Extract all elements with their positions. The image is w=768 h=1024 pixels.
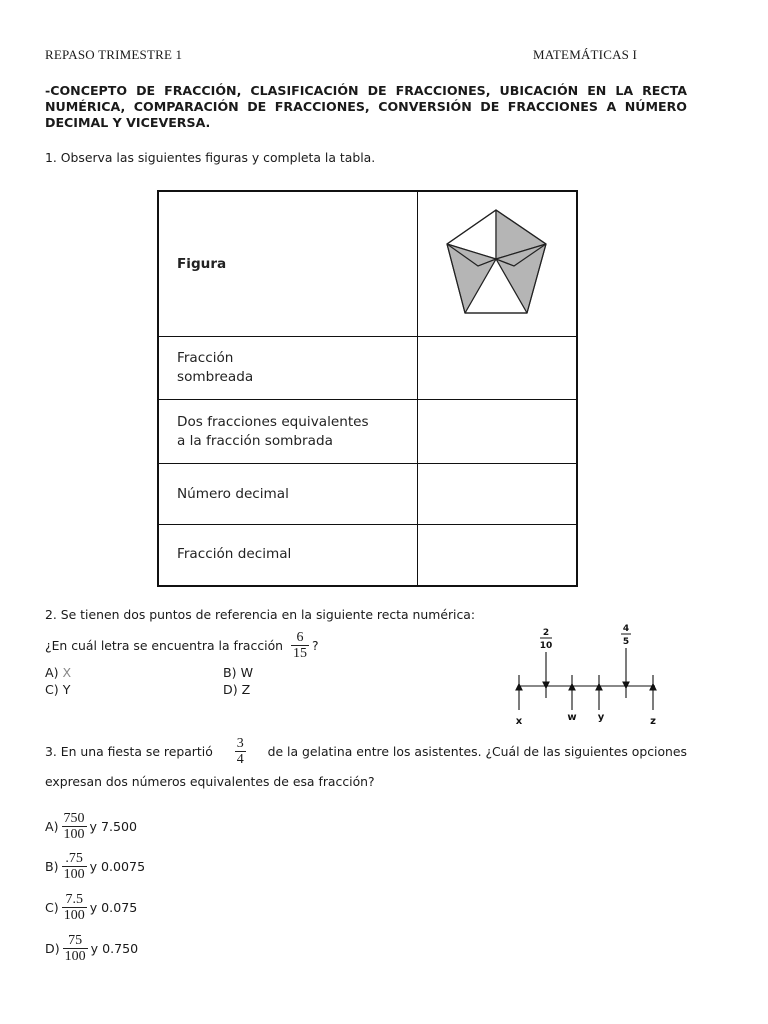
q2-option-b[interactable]: B) W [223, 665, 254, 680]
ref1-num: 2 [542, 628, 550, 638]
point-x: x [515, 716, 523, 727]
pentagon-figure [418, 192, 576, 332]
topics-list: -CONCEPTO DE FRACCIÓN, CLASIFICACIÓN DE FRACCIONES, UBICACIÓN EN LA RECTA NUMÉRICA, COMPARACIÓN DE FRACCIONES, CONVERSIÓN DE FRACCIONES A NÚMERO DECIMAL Y VICEVERSA. [45, 83, 687, 130]
q3-option-d[interactable]: D) $\frac{75}{100}$ y 0.750 [45, 932, 139, 964]
q3-line2: expresan dos números equivalentes de esa fracción? [45, 774, 375, 789]
q3-option-a[interactable]: A) $\frac{750}{100}$ y 7.500 [45, 810, 138, 842]
ref2-den: 5 [622, 637, 630, 647]
ref2-num: 4 [622, 624, 630, 634]
q2-option-c[interactable]: C) Y [45, 682, 71, 697]
q1-prompt: 1. Observa las siguientes figuras y completa la tabla. [45, 150, 376, 165]
header-right: MATEMÁTICAS I [533, 47, 638, 62]
q2-fraction: $\frac{6}{15}$ [293, 629, 308, 661]
q3-line1: 3. En una fiesta se repartió $\frac{3}{4}$ de la gelatina entre los asistentes. ¿Cuál de las siguientes opciones [45, 735, 687, 767]
q3-option-c[interactable]: C) $\frac{7.5}{100}$ y 0.075 [45, 891, 138, 923]
answer-cell-3[interactable] [418, 464, 578, 525]
header-left: REPASO TRIMESTRE 1 [45, 47, 183, 62]
answer-cell-2[interactable] [418, 400, 578, 464]
row-fraccion-sombreada: Fracción sombreada [158, 337, 418, 400]
point-z: z [650, 716, 656, 727]
row-fraccion-decimal: Fracción decimal [158, 525, 418, 586]
q2-option-a[interactable]: A) X [45, 665, 72, 680]
row-fracciones-equivalentes: Dos fracciones equivalentes a la fracción sombrada [158, 400, 418, 464]
number-line [505, 620, 675, 730]
ref1-den: 10 [539, 641, 553, 651]
q1-table [157, 190, 578, 587]
point-y: y [597, 712, 605, 723]
figura-label: Figura [158, 191, 418, 337]
answer-cell-4[interactable] [418, 525, 578, 586]
row-numero-decimal: Número decimal [158, 464, 418, 525]
q3-fraction: $\frac{3}{4}$ [236, 735, 244, 767]
point-w: w [567, 712, 577, 723]
q2-line1: 2. Se tienen dos puntos de referencia en la siguiente recta numérica: [45, 607, 476, 622]
q2-line2: ¿En cuál letra se encuentra la fracción $\frac{6}{15}$ ? [45, 629, 319, 661]
pentagon-figure-cell [418, 191, 578, 337]
answer-cell-1[interactable] [418, 337, 578, 400]
q2-option-d[interactable]: D) Z [223, 682, 251, 697]
q3-option-b[interactable]: B) $\frac{.75}{100}$ y 0.0075 [45, 850, 146, 882]
